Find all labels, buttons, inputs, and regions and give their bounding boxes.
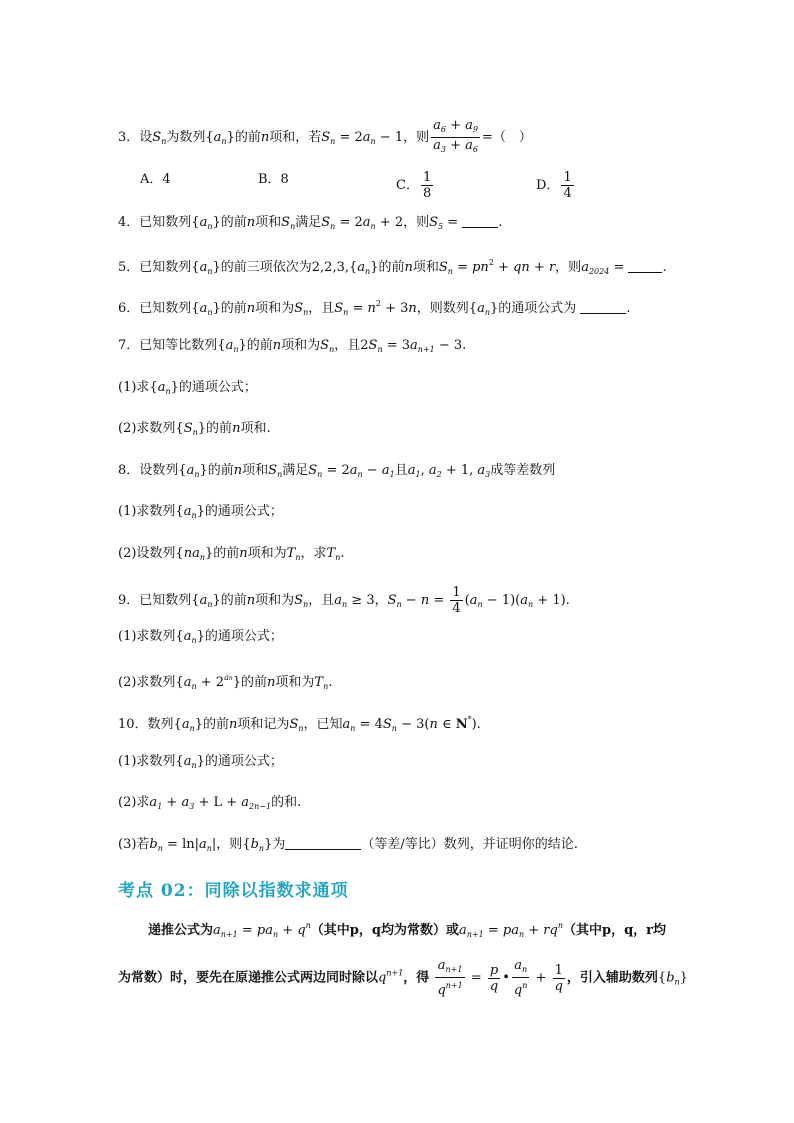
question-8-part-2: (2)设数列$\{na_n\}$的前n项和为$T_n$，求$T_n$.	[118, 546, 345, 562]
section-heading: 考点 02：同除以指数求通项	[118, 881, 349, 901]
question-6: 6．已知数列$\{a_n\}$的前n项和为$S_n$，且$S_n = n^2 + 3n$，则数列$\{a_n\}$的通项公式为 .	[118, 299, 631, 317]
question-9-part-1: (1)求数列$\{a_n\}$的通项公式；	[118, 629, 283, 645]
question-3: 3．设$S_n$为数列$\{a_n\}$的前n项和，若$S_n = 2a_n - 1$，则 $\frac{a_6 + a_9}{a_3 + a_6}$ =（ ）	[118, 118, 532, 157]
question-10: 10．数列$\{a_n\}$的前n项和记为$S_n$，已知$a_n = 4S_n - 3(n$ ∈ N*).	[118, 715, 481, 733]
section-paragraph-line-2: 为常数）时，要先在原递推公式两边同时除以$q^{n+1}$，得 $\frac{a_{n+1}}{q^{n+1}}$ = $\frac{p}{q}$ • $\frac{a_n}{q^n}$ + $\frac{1}{q}$ ，引入辅助数列$\{b_n\}$	[118, 958, 688, 998]
question-10-part-2: (2)求$a_1 + a_3 + L + a_{2n-1}$的和.	[118, 795, 302, 811]
q3-option-a: A．4	[140, 172, 171, 187]
q3-option-c: C． $\frac{1}{8}$	[396, 170, 432, 201]
question-7-part-1: (1)求$\{a_n\}$的通项公式；	[118, 380, 257, 396]
question-7-part-2: (2)求数列$\{S_n\}$的前n项和.	[118, 421, 271, 437]
question-5: 5．已知数列$\{a_n\}$的前三项依次为$2,2,3,\{a_n\}$的前n项和$S_n = pn^2$ + qn + r，则$a_{2024}$ = .	[118, 258, 667, 276]
question-7: 7．已知等比数列$\{a_n\}$的前n项和为$S_n$，且$2S_n = 3a_{n+1} - 3$.	[118, 338, 467, 354]
q3-fraction: $\frac{a_6 + a_9}{a_3 + a_6}$	[433, 118, 479, 154]
q3-text: 3．设	[118, 130, 153, 145]
question-8-part-1: (1)求数列$\{a_n\}$的通项公式；	[118, 504, 283, 520]
question-10-part-1: (1)求数列$\{a_n\}$的通项公式；	[118, 754, 283, 770]
question-4: 4．已知数列$\{a_n\}$的前n项和$S_n$满足$S_n = 2a_n + 2$，则$S_5$ = .	[118, 215, 503, 231]
question-9-part-2: (2)求数列$\{a_n + 2^{an}\}$的前n项和为$T_n$.	[118, 673, 333, 691]
question-9: 9．已知数列$\{a_n\}$的前n项和为$S_n$，且$a_n \ge 3$，$S_n - n$ = $\frac{1}{4}$ $(a_n - 1)(a_n + 1)$.	[118, 585, 570, 616]
question-8: 8．设数列$\{a_n\}$的前n项和$S_n$满足$S_n = 2a_n - a_1$且$a_1$, $a_2 + 1$, $a_3$成等差数列	[118, 463, 556, 479]
q3-option-b: B．8	[258, 172, 289, 187]
section-paragraph-line-1: 递推公式为$a_{n+1} = pa_n + q^n$（其中p，q均为常数）或$a_{n+1} = pa_n + rq^n$（其中p，q，r均	[148, 921, 667, 939]
q3-option-d: D． $\frac{1}{4}$	[536, 170, 572, 201]
question-10-part-3: (3)若$b_n = \ln|a_n|$，则$\{b_n\}$为 （等差/等比）数列，并证明你的结论.	[118, 837, 578, 853]
